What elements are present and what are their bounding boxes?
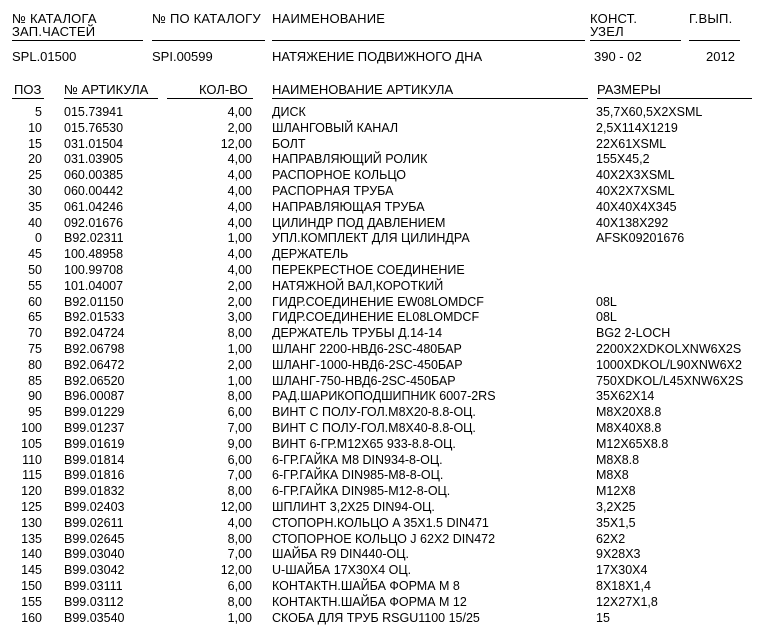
row-pos: 85: [28, 373, 42, 388]
header-year-underline: [689, 40, 740, 41]
row-pos: 55: [28, 278, 42, 293]
row-article: B99.03112: [64, 594, 124, 609]
row-size: 17X30X4: [596, 563, 648, 578]
row-qty: 12,00: [220, 499, 252, 514]
row-article: B92.06520: [64, 373, 125, 388]
row-name: ШЛАНГ-1000-НВД6-2SC-450БАР: [272, 357, 463, 372]
row-article: 100.99708: [64, 262, 124, 277]
row-pos: 0: [35, 231, 42, 246]
table-row: [0, 579, 773, 595]
row-pos: 15: [28, 136, 42, 151]
table-row: [0, 342, 773, 358]
row-pos: 10: [28, 120, 42, 135]
row-pos: 25: [28, 168, 42, 183]
meta-by-catalog: SPI.00599: [152, 49, 213, 64]
row-article: 100.48958: [64, 247, 124, 262]
row-name: ВИНТ С ПОЛУ-ГОЛ.M8X40-8.8-ОЦ.: [272, 420, 476, 435]
row-name: ВИНТ С ПОЛУ-ГОЛ.M8X20-8.8-ОЦ.: [272, 405, 476, 420]
table-row: [0, 500, 773, 516]
row-qty: 4,00: [227, 105, 252, 119]
table-row: [0, 216, 773, 232]
row-qty: 9,00: [227, 436, 252, 451]
table-row: [0, 453, 773, 469]
row-name: ШЛАНГОВЫЙ КАНАЛ: [272, 120, 399, 135]
row-name: БОЛТ: [272, 136, 306, 151]
row-size: 62X2: [596, 531, 626, 546]
row-size: 2,5X114X1219: [596, 120, 678, 135]
row-pos: 90: [28, 389, 42, 404]
table-row: [0, 516, 773, 532]
row-name: 6-ГР.ГАЙКА M8 DIN934-8-ОЦ.: [272, 452, 443, 467]
table-row: [0, 105, 773, 121]
row-pos: 95: [28, 405, 42, 420]
row-article: B99.01816: [64, 468, 125, 483]
row-qty: 2,00: [227, 294, 252, 309]
row-article: 031.01504: [64, 136, 124, 151]
table-row: [0, 137, 773, 153]
row-name: НАПРАВЛЯЮЩАЯ ТРУБА: [272, 199, 425, 214]
row-size: 35X1,5: [596, 515, 636, 530]
row-article: 060.00442: [64, 183, 124, 198]
row-pos: 50: [28, 262, 42, 277]
row-qty: 7,00: [227, 547, 252, 562]
row-name: ДИСК: [272, 105, 306, 119]
row-article: B99.02403: [64, 499, 125, 514]
meta-assembly: 390 - 02: [594, 49, 642, 64]
row-qty: 8,00: [227, 389, 252, 404]
row-name: ГИДР.СОЕДИНЕНИЕ EW08LOMDCF: [272, 294, 484, 309]
header-by-catalog-underline: [152, 40, 265, 41]
row-article: B99.03042: [64, 563, 125, 578]
row-qty: 8,00: [227, 531, 252, 546]
row-pos: 160: [21, 610, 42, 625]
row-pos: 30: [28, 183, 42, 198]
header-catalog-no-underline: [12, 40, 143, 41]
row-pos: 80: [28, 357, 42, 372]
table-row: [0, 326, 773, 342]
row-name: РАСПОРНОЕ КОЛЬЦО: [272, 168, 407, 183]
row-pos: 75: [28, 341, 42, 356]
row-qty: 4,00: [227, 515, 252, 530]
row-name: СТОПОРНОЕ КОЛЬЦО J 62X2 DIN472: [272, 531, 496, 546]
header-year-label: Г.ВЫП.: [689, 11, 733, 26]
row-size: 40X2X3XSML: [596, 168, 675, 183]
header-name-label: НАИМЕНОВАНИЕ: [272, 11, 386, 26]
row-pos: 20: [28, 152, 42, 167]
row-qty: 8,00: [227, 326, 252, 341]
row-article: B99.02611: [64, 515, 124, 530]
row-size: AFSK09201676: [596, 231, 685, 246]
row-name: КОНТАКТН.ШАЙБА ФОРМА M 12: [272, 594, 467, 609]
row-size: 08L: [596, 310, 617, 325]
row-qty: 6,00: [227, 452, 252, 467]
row-article: 061.04246: [64, 199, 124, 214]
row-name: 6-ГР.ГАЙКА DIN985-M12-8-ОЦ.: [272, 484, 451, 499]
table-row: [0, 389, 773, 405]
row-pos: 135: [21, 531, 42, 546]
col-header-name: НАИМЕНОВАНИЕ АРТИКУЛА: [272, 82, 454, 97]
header-assembly-line2: УЗЕЛ: [590, 24, 624, 39]
table-row: [0, 563, 773, 579]
header-name-underline: [272, 40, 585, 41]
col-header-qty-underline: [167, 98, 253, 99]
table-row: [0, 405, 773, 421]
row-qty: 8,00: [227, 594, 252, 609]
row-pos: 105: [21, 436, 42, 451]
table-row: [0, 168, 773, 184]
col-header-pos-underline: [12, 98, 44, 99]
row-article: B96.00087: [64, 389, 125, 404]
row-pos: 40: [28, 215, 42, 230]
row-pos: 150: [21, 578, 42, 593]
col-header-size: РАЗМЕРЫ: [597, 82, 661, 97]
row-name: 6-ГР.ГАЙКА DIN985-M8-8-ОЦ.: [272, 468, 444, 483]
row-qty: 2,00: [227, 357, 252, 372]
row-pos: 145: [21, 563, 42, 578]
row-pos: 5: [35, 105, 42, 119]
row-article: B99.01814: [64, 452, 125, 467]
table-row: [0, 547, 773, 563]
row-qty: 1,00: [227, 610, 252, 625]
row-qty: 4,00: [227, 199, 252, 214]
row-article: 101.04007: [64, 278, 124, 293]
row-qty: 7,00: [227, 468, 252, 483]
row-article: B92.01533: [64, 310, 125, 325]
row-size: 35X62X14: [596, 389, 655, 404]
table-row: [0, 184, 773, 200]
row-pos: 115: [22, 468, 42, 483]
col-header-article-underline: [64, 98, 158, 99]
parts-list: [0, 105, 773, 626]
row-name: ШПЛИНТ 3,2X25 DIN94-ОЦ.: [272, 499, 435, 514]
row-pos: 35: [28, 199, 42, 214]
row-article: B99.01229: [64, 405, 125, 420]
row-size: 12X27X1,8: [596, 594, 658, 609]
row-qty: 6,00: [227, 405, 252, 420]
row-name: ДЕРЖАТЕЛЬ ТРУБЫ Д.14-14: [272, 326, 443, 341]
row-size: M8X8: [596, 468, 629, 483]
row-pos: 70: [28, 326, 42, 341]
row-size: BG2 2-LOCH: [596, 326, 671, 341]
row-qty: 4,00: [227, 183, 252, 198]
row-article: 031.03905: [64, 152, 124, 167]
table-row: [0, 532, 773, 548]
row-qty: 3,00: [227, 310, 252, 325]
row-name: НАПРАВЛЯЮЩИЙ РОЛИК: [272, 152, 428, 167]
row-name: ШЛАНГ 2200-НВД6-2SC-480БАР: [272, 341, 462, 356]
row-article: B92.06472: [64, 357, 125, 372]
row-name: ШАЙБА R9 DIN440-ОЦ.: [272, 547, 409, 562]
row-name: ПЕРЕКРЕСТНОЕ СОЕДИНЕНИЕ: [272, 262, 465, 277]
row-qty: 12,00: [220, 563, 252, 578]
table-row: [0, 247, 773, 263]
row-article: 015.76530: [64, 120, 124, 135]
row-name: ДЕРЖАТЕЛЬ: [272, 247, 349, 262]
meta-catalog-no: SPL.01500: [12, 49, 77, 64]
row-article: B92.01150: [64, 294, 124, 309]
row-qty: 1,00: [227, 341, 252, 356]
row-pos: 120: [21, 484, 42, 499]
header-by-catalog-label: № ПО КАТАЛОГУ: [152, 11, 261, 26]
row-name: УПЛ.КОМПЛЕКТ ДЛЯ ЦИЛИНДРА: [272, 231, 470, 246]
row-article: B99.01832: [64, 484, 125, 499]
row-article: B99.01619: [64, 436, 125, 451]
row-article: 060.00385: [64, 168, 124, 183]
row-qty: 6,00: [227, 578, 252, 593]
row-name: ЦИЛИНДР ПОД ДАВЛЕНИЕМ: [272, 215, 446, 230]
row-name: ГИДР.СОЕДИНЕНИЕ EL08LOMDCF: [272, 310, 480, 325]
table-row: [0, 295, 773, 311]
header-catalog-no-label: [12, 12, 97, 38]
row-pos: 130: [21, 515, 42, 530]
header-assembly-label: [590, 12, 637, 38]
row-qty: 1,00: [227, 373, 252, 388]
row-article: 015.73941: [64, 105, 124, 119]
row-pos: 155: [21, 594, 42, 609]
row-pos: 45: [28, 247, 42, 262]
table-row: [0, 595, 773, 611]
col-header-article: № АРТИКУЛА: [64, 82, 149, 97]
row-article: B99.01237: [64, 420, 125, 435]
row-size: M8X8.8: [596, 452, 640, 467]
meta-year: 2012: [706, 49, 735, 64]
meta-name: НАТЯЖЕНИЕ ПОДВИЖНОГО ДНА: [272, 49, 483, 64]
header-assembly-underline: [590, 40, 681, 41]
table-row: [0, 121, 773, 137]
row-article: B99.03111: [64, 578, 123, 593]
row-article: B99.02645: [64, 531, 125, 546]
row-size: 40X138X292: [596, 215, 669, 230]
table-row: [0, 437, 773, 453]
row-pos: 65: [28, 310, 42, 325]
row-qty: 4,00: [227, 168, 252, 183]
table-row: [0, 310, 773, 326]
row-pos: 100: [21, 420, 42, 435]
row-pos: 125: [21, 499, 42, 514]
row-size: 3,2X25: [596, 499, 636, 514]
row-name: РАД.ШАРИКОПОДШИПНИК 6007-2RS: [272, 389, 496, 404]
row-size: M8X40X8.8: [596, 420, 662, 435]
row-article: B92.04724: [64, 326, 125, 341]
table-row: [0, 263, 773, 279]
table-row: [0, 374, 773, 390]
row-article: 092.01676: [64, 215, 124, 230]
row-size: 22X61XSML: [596, 136, 667, 151]
row-size: 2200X2XDKOLXNW6X2S: [596, 341, 742, 356]
row-qty: 4,00: [227, 262, 252, 277]
row-article: B92.06798: [64, 341, 125, 356]
row-qty: 12,00: [220, 136, 252, 151]
header-catalog-no-line1: № КАТАЛОГА: [12, 11, 97, 26]
row-size: 08L: [596, 294, 617, 309]
table-row: [0, 200, 773, 216]
row-name: U-ШАЙБА 17X30X4 ОЦ.: [272, 563, 412, 578]
row-size: 40X40X4X345: [596, 199, 677, 214]
col-header-size-underline: [597, 98, 752, 99]
row-qty: 4,00: [227, 152, 252, 167]
row-size: 35,7X60,5X2XSML: [596, 105, 703, 119]
row-name: СТОПОРН.КОЛЬЦО A 35X1.5 DIN471: [272, 515, 489, 530]
table-row: [0, 421, 773, 437]
row-qty: 2,00: [227, 120, 252, 135]
row-qty: 7,00: [227, 420, 252, 435]
table-row: [0, 152, 773, 168]
row-size: 8X18X1,4: [596, 578, 651, 593]
row-size: M12X65X8.8: [596, 436, 669, 451]
row-size: 750XDKOL/L45XNW6X2S: [596, 373, 744, 388]
row-size: 155X45,2: [596, 152, 650, 167]
header-assembly-line1: КОНСТ.: [590, 11, 638, 26]
row-size: 9X28X3: [596, 547, 641, 562]
row-name: РАСПОРНАЯ ТРУБА: [272, 183, 394, 198]
row-size: 40X2X7XSML: [596, 183, 675, 198]
row-name: КОНТАКТН.ШАЙБА ФОРМА M 8: [272, 578, 460, 593]
col-header-pos: ПОЗ: [14, 82, 42, 97]
row-qty: 1,00: [227, 231, 252, 246]
row-qty: 8,00: [227, 484, 252, 499]
row-qty: 4,00: [227, 247, 252, 262]
row-size: M8X20X8.8: [596, 405, 662, 420]
header-catalog-no-line2: ЗАП.ЧАСТЕЙ: [12, 24, 96, 39]
row-article: B92.02311: [64, 231, 124, 246]
table-row: [0, 484, 773, 500]
row-pos: 60: [28, 294, 42, 309]
row-pos: 140: [21, 547, 42, 562]
table-row: [0, 358, 773, 374]
row-size: 15: [596, 610, 610, 625]
table-row: [0, 279, 773, 295]
row-qty: 2,00: [227, 278, 252, 293]
row-name: НАТЯЖНОЙ ВАЛ,КОРОТКИЙ: [272, 278, 444, 293]
row-pos: 110: [22, 452, 42, 467]
row-name: СКОБА ДЛЯ ТРУБ RSGU1100 15/25: [272, 610, 480, 625]
table-row: [0, 231, 773, 247]
row-article: B99.03040: [64, 547, 125, 562]
col-header-name-underline: [272, 98, 588, 99]
row-article: B99.03540: [64, 610, 125, 625]
table-row: [0, 468, 773, 484]
row-size: 1000XDKOL/L90XNW6X2: [596, 357, 742, 372]
row-name: ВИНТ 6-ГР.M12X65 933-8.8-ОЦ.: [272, 436, 456, 451]
row-size: M12X8: [596, 484, 636, 499]
row-name: ШЛАНГ-750-НВД6-2SC-450БАР: [272, 373, 456, 388]
row-qty: 4,00: [227, 215, 252, 230]
table-row: [0, 611, 773, 627]
col-header-qty: КОЛ-ВО: [199, 82, 248, 97]
